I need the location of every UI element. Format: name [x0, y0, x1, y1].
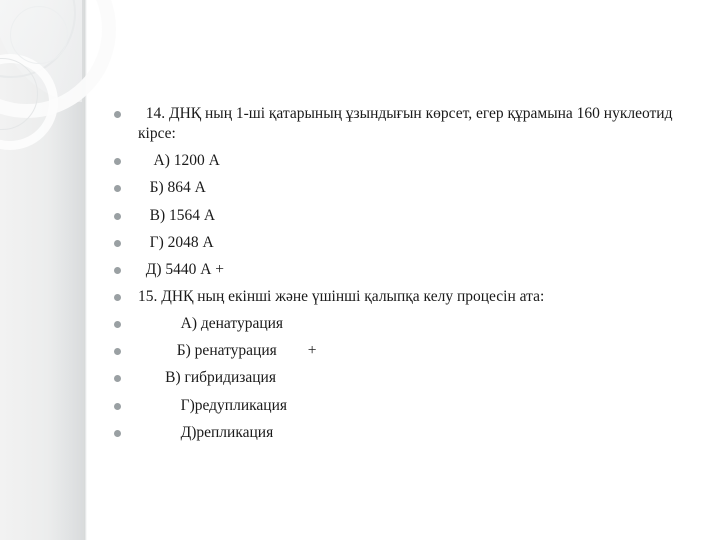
bullet-dot-icon — [114, 321, 121, 328]
bullet-dot-icon — [114, 240, 121, 247]
list-item-label: А) денатурация — [138, 315, 284, 333]
list-item-label: 15. ДНҚ ның екінші және үшінші қалыпқа келу процесін ата: — [138, 287, 545, 305]
list-item-label: А) 1200 А — [138, 152, 220, 170]
list-item-label: Б) ренатурация + — [138, 342, 317, 360]
list-item-label: В) гибридизация — [138, 369, 276, 387]
bullet-dot-icon — [114, 403, 121, 410]
list-item — [112, 260, 692, 280]
list-item — [112, 287, 692, 307]
list-item-label: Д) 5440 А + — [138, 260, 225, 278]
list-item — [112, 396, 692, 416]
bullet-dot-icon — [114, 111, 121, 118]
list-item — [112, 206, 692, 226]
bullet-dot-icon — [114, 430, 121, 437]
bullet-dot-icon — [114, 158, 121, 165]
bullet-dot-icon — [114, 375, 121, 382]
list-item — [112, 104, 692, 144]
bullet-dot-icon — [114, 185, 121, 192]
list-item — [112, 233, 692, 253]
slide-content — [112, 104, 692, 450]
list-item — [112, 178, 692, 198]
list-item-label: В) 1564 А — [138, 206, 216, 224]
list-item-label: Г)редупликация — [138, 396, 288, 414]
bullet-dot-icon — [114, 348, 121, 355]
list-item-label: Б) 864 А — [138, 179, 206, 197]
list-item — [112, 423, 692, 443]
list-item — [112, 314, 692, 334]
bullet-list — [112, 104, 692, 443]
list-item-label: Д)репликация — [138, 423, 274, 441]
bullet-dot-icon — [114, 294, 121, 301]
list-item-label: 14. ДНҚ ның 1-ші қатарының ұзындығын көрсет, егер құрамына 160 нуклеотид кірсе: — [138, 105, 677, 143]
list-item-label: Г) 2048 А — [138, 233, 214, 251]
bullet-dot-icon — [114, 267, 121, 274]
list-item — [112, 341, 692, 361]
bullet-dot-icon — [114, 213, 121, 220]
list-item — [112, 151, 692, 171]
list-item — [112, 368, 692, 388]
decorative-ring-small — [10, 6, 68, 64]
